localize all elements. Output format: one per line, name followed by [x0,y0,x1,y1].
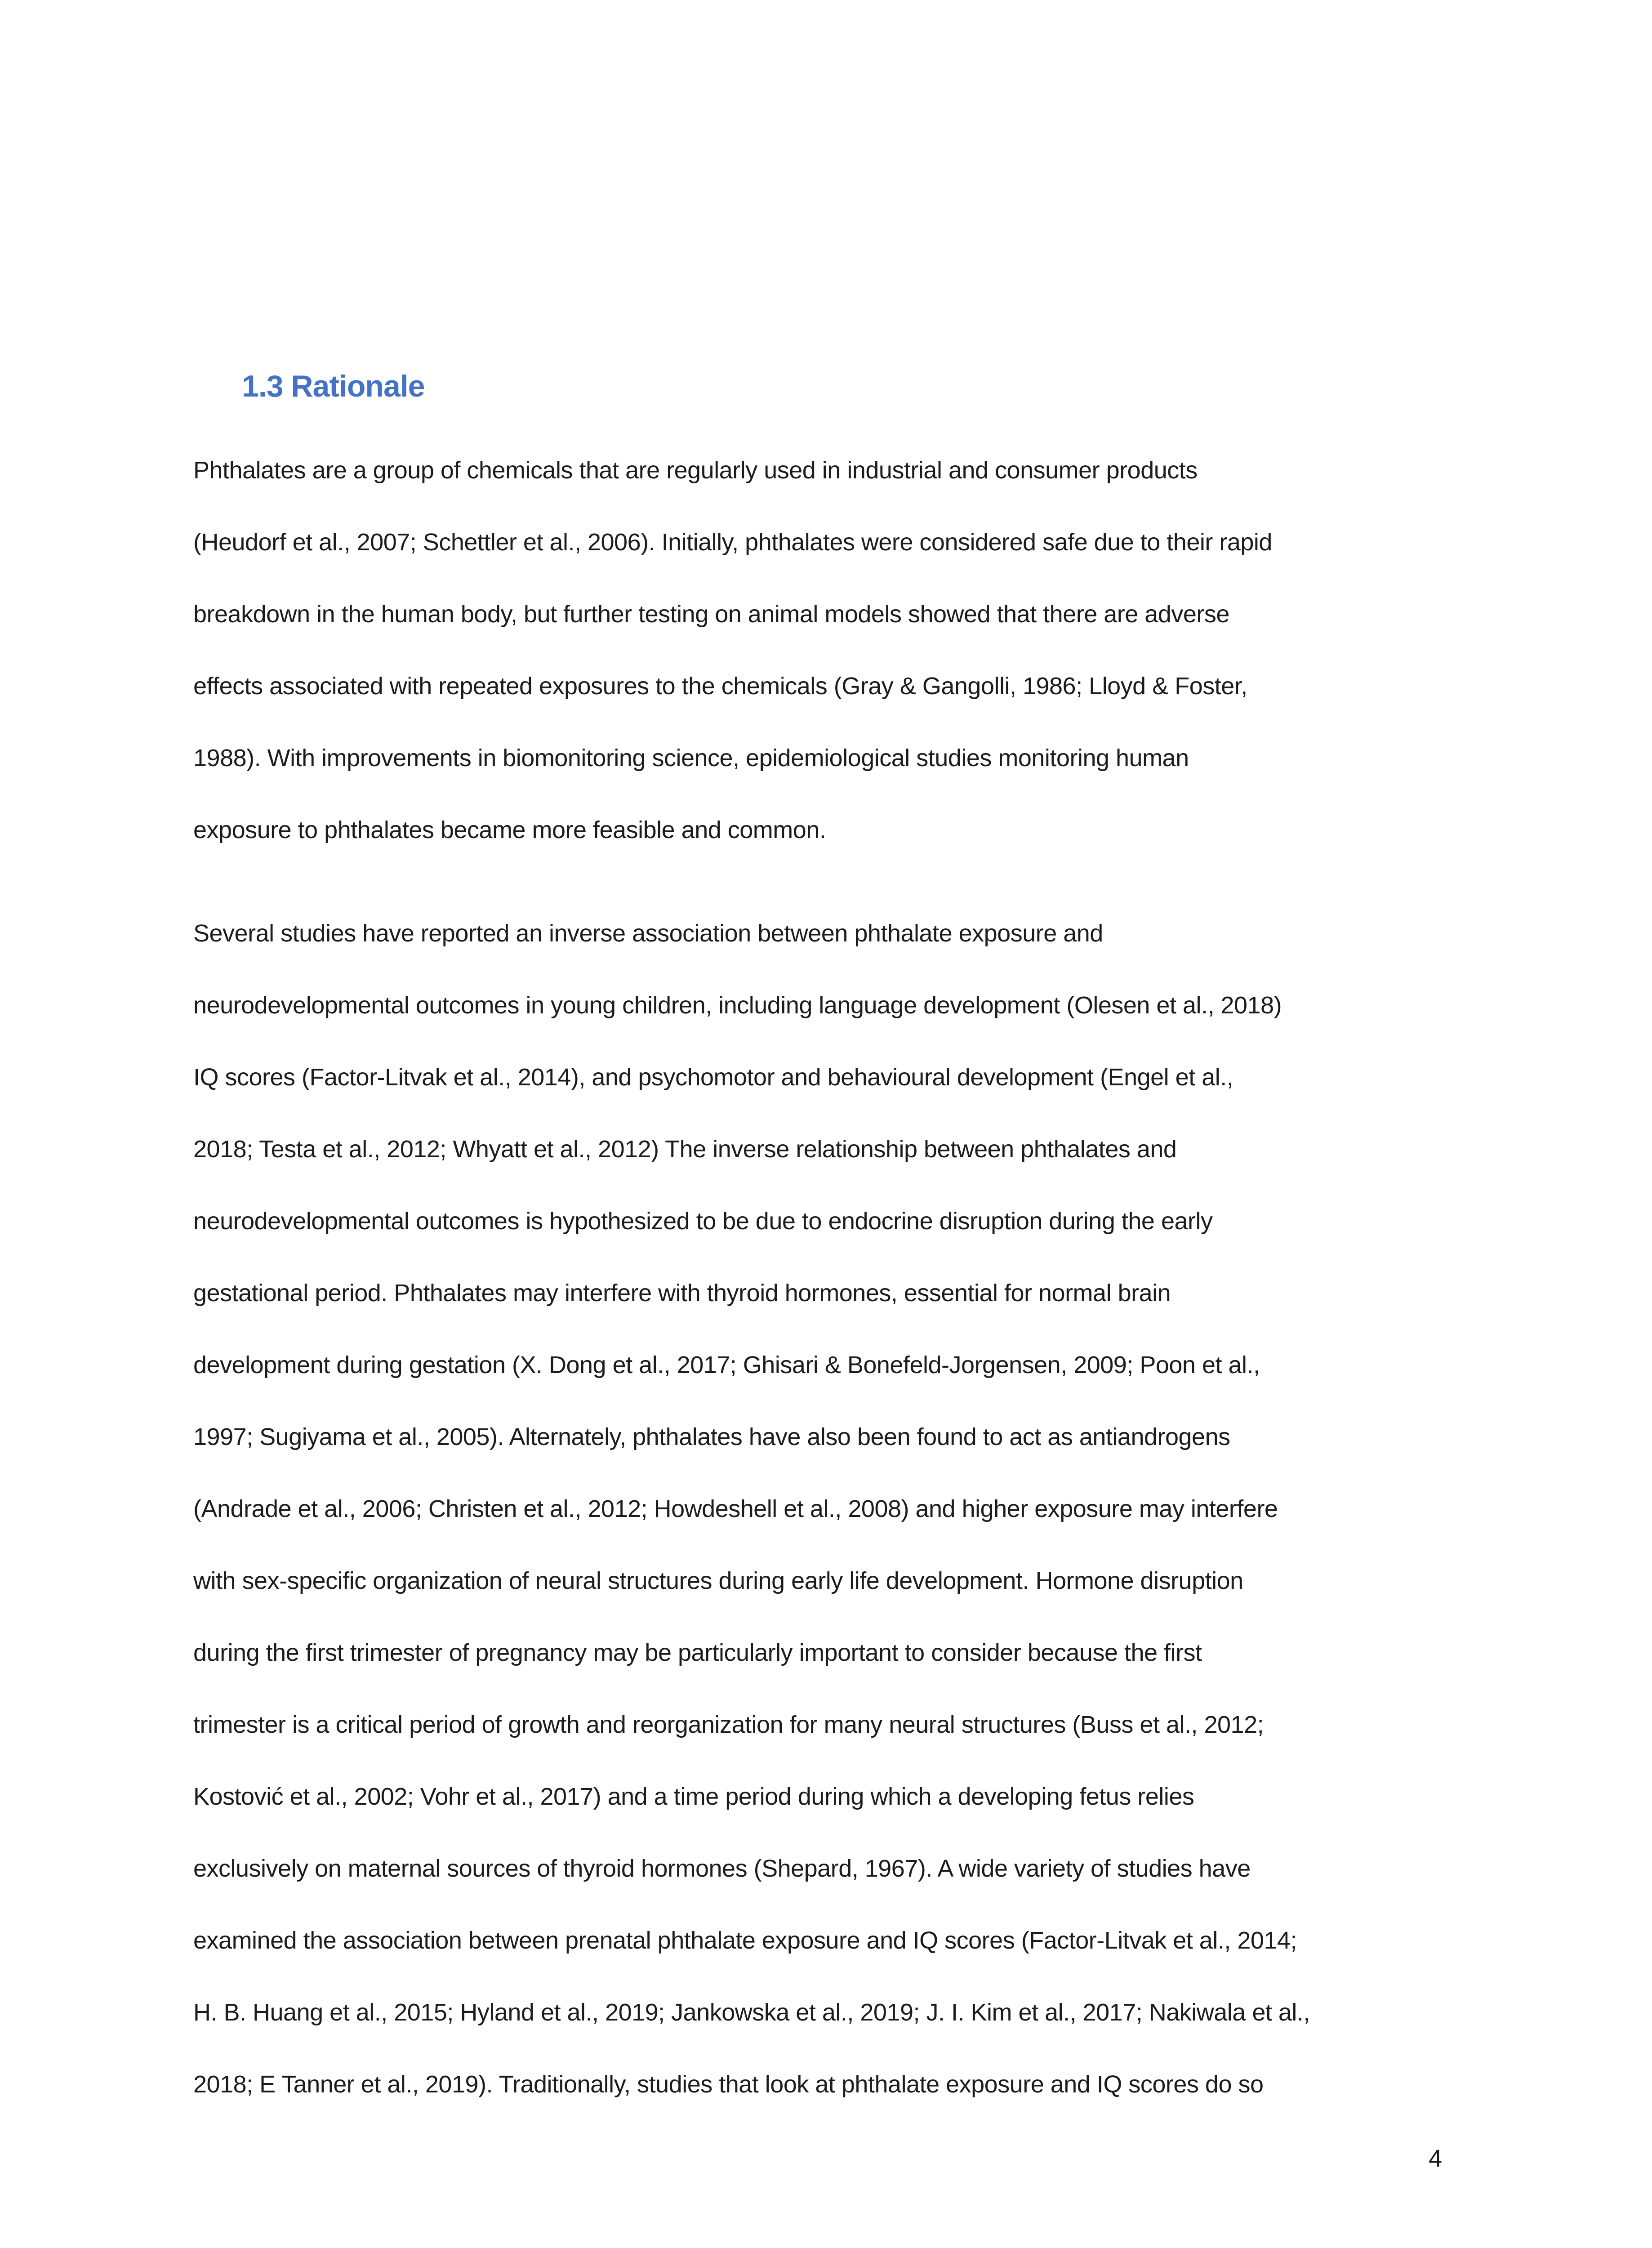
text-line: during the first trimester of pregnancy may be particularly important to consider because the first [193,1639,1202,1666]
page-number: 4 [1429,2145,1443,2172]
text-line: gestational period. Phthalates may interfere with thyroid hormones, essential for normal brain [193,1280,1171,1307]
text-line: 1988). With improvements in biomonitoring science, epidemiological studies monitoring human [193,745,1189,772]
text-line: neurodevelopmental outcomes in young children, including language development (Olesen et al., 2018) [193,992,1282,1019]
text-line: breakdown in the human body, but further testing on animal models showed that there are adverse [193,601,1229,628]
text-line: (Heudorf et al., 2007; Schettler et al., 2006). Initially, phthalates were considered safe due to their rapid [193,529,1272,556]
text-line: Kostović et al., 2002; Vohr et al., 2017) and a time period during which a developing fetus relies [193,1783,1194,1810]
text-line: neurodevelopmental outcomes is hypothesized to be due to endocrine disruption during the early [193,1208,1213,1235]
text-line: IQ scores (Factor-Litvak et al., 2014), and psychomotor and behavioural development (Engel et al., [193,1064,1233,1091]
text-line: (Andrade et al., 2006; Christen et al., 2012; Howdeshell et al., 2008) and higher exposure may interfere [193,1495,1278,1522]
text-line: Several studies have reported an inverse association between phthalate exposure and [193,920,1103,947]
text-line: 2018; Testa et al., 2012; Whyatt et al., 2012) The inverse relationship between phthalates and [193,1136,1177,1163]
text-line: H. B. Huang et al., 2015; Hyland et al., 2019; Jankowska et al., 2019; J. I. Kim et al., 2017; Nakiwala et al., [193,1999,1310,2026]
text-line: with sex-specific organization of neural structures during early life development. Hormone disruption [193,1567,1243,1594]
text-line: 1997; Sugiyama et al., 2005). Alternately, phthalates have also been found to act as antiandrogens [193,1423,1230,1450]
section-heading: 1.3 Rationale [242,369,425,403]
text-line: Phthalates are a group of chemicals that are regularly used in industrial and consumer products [193,457,1198,484]
text-line: 2018; E Tanner et al., 2019). Traditionally, studies that look at phthalate exposure and IQ scores do so [193,2071,1264,2098]
text-line: exposure to phthalates became more feasible and common. [193,816,826,843]
text-line: examined the association between prenatal phthalate exposure and IQ scores (Factor-Litvak et al., 2014; [193,1927,1297,1954]
text-line: trimester is a critical period of growth and reorganization for many neural structures (Buss et al., 2012; [193,1711,1264,1738]
text-line: effects associated with repeated exposures to the chemicals (Gray & Gangolli, 1986; Lloyd & Foster, [193,673,1247,700]
text-line: exclusively on maternal sources of thyroid hormones (Shepard, 1967). A wide variety of studies have [193,1855,1251,1882]
text-line: development during gestation (X. Dong et al., 2017; Ghisari & Bonefeld-Jorgensen, 2009; Poon et al., [193,1351,1260,1378]
